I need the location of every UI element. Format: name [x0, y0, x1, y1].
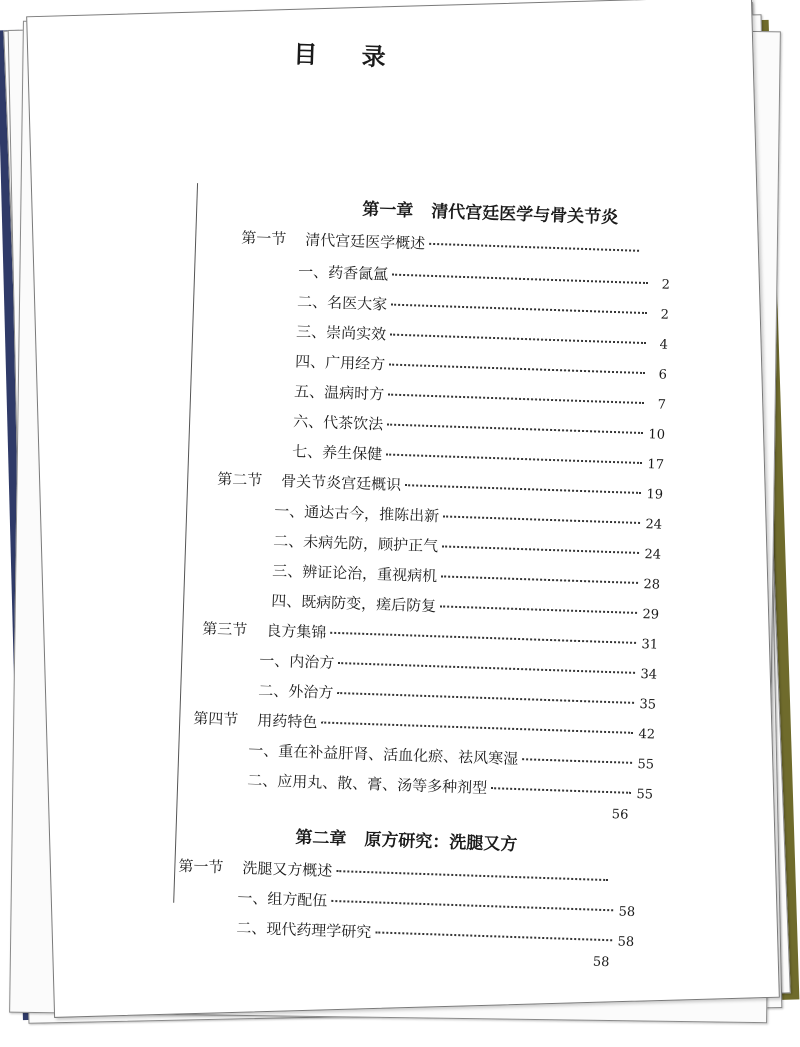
page-number: 17 [647, 457, 665, 473]
section-title: 用药特色 [256, 711, 318, 732]
toc-item-entry[interactable] [237, 887, 635, 921]
item-title: 二、应用丸、散、膏、汤等多种剂型 [246, 771, 488, 798]
page-number: 19 [646, 487, 664, 503]
section-number: 第一节 [178, 856, 224, 877]
toc-item-entry[interactable] [274, 500, 662, 534]
toc-item-entry[interactable] [236, 917, 634, 951]
dot-leader [387, 424, 643, 434]
dot-leader [392, 274, 648, 284]
toc-item-entry[interactable] [247, 769, 653, 803]
dot-leader [390, 334, 646, 344]
dot-leader [336, 870, 608, 881]
toc-section-entry[interactable] [202, 618, 658, 654]
chapter-label: 第一章 [361, 199, 414, 222]
section-title: 洗腿又方概述 [242, 858, 333, 880]
toc-section-entry[interactable] [193, 707, 655, 743]
page-number: 42 [638, 727, 656, 743]
page-number: 58 [617, 934, 635, 950]
section-number: 第一节 [240, 228, 287, 249]
section-number: 第三节 [201, 619, 248, 639]
page-number: 56 [611, 807, 629, 823]
dot-leader [337, 692, 634, 704]
page-number: 58 [618, 904, 636, 921]
item-title: 七、养生保健 [291, 442, 383, 464]
dot-leader [429, 243, 639, 252]
dot-leader [389, 364, 645, 374]
page-number: 28 [643, 577, 661, 593]
dot-leader [386, 454, 642, 464]
section-title: 良方集锦 [265, 621, 327, 642]
toc-orphan-page [610, 807, 652, 823]
dot-leader [391, 304, 647, 314]
item-title: 一、药香氤氲 [297, 262, 389, 284]
page-number: 35 [639, 697, 657, 713]
chapter-title: 清代宫廷医学与骨关节炎 [430, 201, 619, 229]
chapter-title: 原方研究：洗腿又方 [364, 830, 518, 856]
dot-leader [405, 484, 641, 494]
toc-item-entry[interactable] [298, 260, 670, 293]
toc-item-entry[interactable] [293, 410, 665, 443]
toc-section-entry[interactable] [217, 468, 663, 504]
page-number: 24 [644, 547, 662, 563]
dot-leader [440, 605, 637, 614]
item-title: 三、崇尚实效 [295, 322, 387, 344]
toc-item-entry[interactable] [271, 590, 659, 624]
toc-item-entry[interactable] [297, 290, 669, 323]
item-title: 二、现代药理学研究 [236, 918, 372, 942]
dot-leader [375, 931, 612, 941]
dot-leader [442, 545, 639, 554]
toc-item-entry[interactable] [248, 739, 654, 773]
item-title: 四、广用经方 [294, 352, 386, 374]
page-number: 58 [592, 954, 610, 971]
page-title: 目 录 [292, 39, 405, 72]
dot-leader [491, 787, 631, 794]
toc-orphan-page [591, 955, 633, 971]
item-title: 二、外治方 [257, 681, 334, 702]
page-number: 24 [645, 517, 663, 533]
dot-leader [441, 575, 638, 584]
section-number: 第二节 [216, 469, 263, 490]
page-number [643, 256, 661, 257]
page-number: 31 [641, 637, 659, 653]
section-title: 清代宫廷医学概述 [304, 230, 426, 253]
item-title: 三、辨证论治，重视病机 [271, 561, 438, 586]
section-title: 骨关节炎宫廷概识 [280, 472, 402, 495]
item-title: 一、内治方 [258, 651, 335, 672]
page-number: 55 [637, 757, 655, 773]
page-number: 2 [661, 277, 671, 293]
page-number: 34 [640, 667, 658, 683]
dot-leader [522, 758, 632, 764]
item-title: 五、温病时方 [293, 382, 385, 404]
dot-leader [338, 662, 635, 674]
item-title: 六、代茶饮法 [292, 412, 384, 434]
toc-item-entry[interactable] [296, 320, 668, 353]
toc-section-entry[interactable] [178, 855, 630, 891]
dot-leader [388, 394, 644, 404]
section-number: 第四节 [193, 709, 239, 729]
dot-leader [321, 722, 633, 734]
dot-leader [443, 515, 640, 524]
toc-item-entry[interactable] [292, 440, 664, 473]
toc-section-entry[interactable] [241, 227, 661, 262]
chapter-heading [362, 195, 619, 228]
item-title: 一、组方配伍 [237, 888, 328, 910]
toc-item-entry[interactable] [294, 380, 666, 413]
page-number: 55 [636, 786, 654, 803]
toc-item-entry[interactable] [272, 560, 660, 594]
chapter-label: 第二章 [295, 827, 347, 850]
toc-item-entry[interactable] [273, 530, 661, 564]
item-title: 一、通达古今，推陈出新 [273, 501, 440, 526]
item-title: 二、名医大家 [296, 292, 388, 314]
item-title: 一、重在补益肝肾、活血化瘀、祛风寒湿 [247, 741, 519, 769]
page-number: 2 [660, 307, 670, 323]
page-number: 6 [658, 367, 668, 383]
dot-leader [330, 632, 636, 644]
toc-item-entry[interactable] [259, 649, 657, 683]
item-title: 二、未病先防，顾护正气 [272, 531, 439, 556]
page-number [612, 885, 630, 886]
item-title: 四、既病防变，瘥后防复 [270, 591, 437, 616]
page-number: 10 [648, 427, 666, 443]
chapter-heading [295, 823, 518, 855]
margin-rule [173, 183, 198, 903]
page-number: 29 [642, 607, 660, 623]
dot-leader [331, 900, 613, 911]
toc-item-entry[interactable] [295, 350, 667, 383]
page-number: 4 [659, 337, 669, 353]
page-number: 7 [657, 397, 667, 413]
toc-item-entry[interactable] [258, 679, 656, 713]
